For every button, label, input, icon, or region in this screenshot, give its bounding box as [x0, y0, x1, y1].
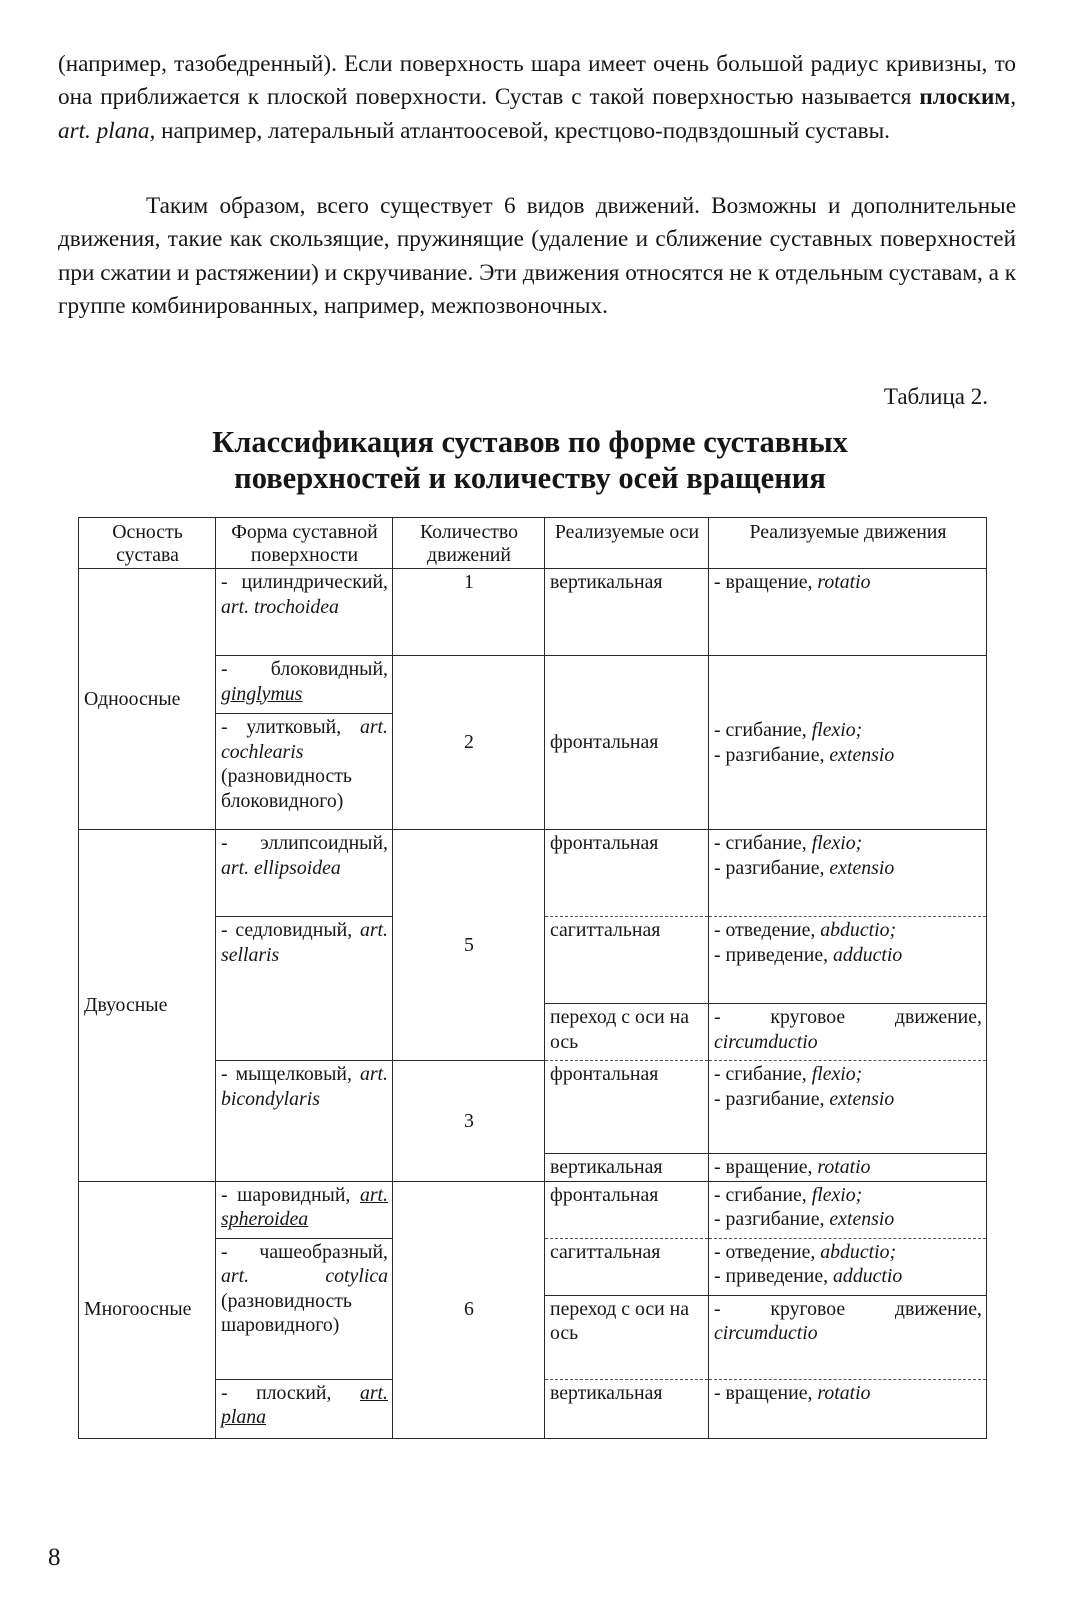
table-caption: Таблица 2.	[883, 384, 988, 409]
axes-cell: фронтальная	[545, 656, 709, 830]
table-row	[79, 1181, 987, 1238]
moves-cell: - вращение, rotatio	[709, 1379, 987, 1438]
axes-cell: переход с оси на ось	[545, 1295, 709, 1379]
table-row	[79, 569, 987, 656]
axes-cell: сагиттальная	[545, 917, 709, 1004]
form-cell: - цилиндрический, art. trochoidea	[216, 569, 393, 656]
table-row	[79, 830, 987, 917]
axis-uniaxial: Одноосные	[79, 569, 216, 830]
axes-cell: фронтальная	[545, 1061, 709, 1154]
form-cell: - мыщелковый, art. bicondylaris	[216, 1061, 393, 1182]
moves-cell: - отведение, abductio; - приведение, adductio	[709, 1238, 987, 1295]
axes-cell: сагиттальная	[545, 1238, 709, 1295]
moves-cell: - сгибание, flexio; - разгибание, extensio	[709, 1061, 987, 1154]
form-cell: - эллипсоидный, art. ellipsoidea	[216, 830, 393, 917]
axes-cell: вертикальная	[545, 1154, 709, 1182]
axes-cell: вертикальная	[545, 569, 709, 656]
form-cell: - улитковый, art. cochlearis (разновидность блоковидного)	[216, 714, 393, 830]
paragraph-1: (например, тазобедренный). Если поверхность шара имеет очень большой радиус кривизны, то она приближается к плоской поверхности. Сустав с такой поверхностью называется плоским, art. plana, например, латеральный атлантоосевой, крестцово-подвздошный суставы.	[58, 51, 1016, 144]
count-cell: 2	[393, 656, 545, 830]
count-cell: 1	[393, 569, 545, 656]
header-form: Форма суставной поверхности	[216, 518, 393, 569]
form-cell: - блоковидный, ginglymus	[216, 656, 393, 714]
form-cell: - плоский, art. plana	[216, 1379, 393, 1438]
count-cell: 3	[393, 1061, 545, 1182]
classification-table	[78, 517, 987, 1439]
form-cell: - шаровидный, art. spheroidea	[216, 1181, 393, 1238]
header-row	[79, 518, 987, 569]
axis-biaxial: Двуосные	[79, 830, 216, 1182]
moves-cell: - круговое движение, circumductio	[709, 1004, 987, 1061]
latin-term: art. plana,	[58, 117, 156, 144]
moves-cell: - вращение, rotatio	[709, 569, 987, 656]
moves-cell: - сгибание, flexio; - разгибание, extensio	[709, 656, 987, 830]
header-moves: Реализуемые движения	[709, 518, 987, 569]
table-row	[79, 656, 987, 714]
moves-cell: - круговое движение, circumductio	[709, 1295, 987, 1379]
header-axis: Осность сустава	[79, 518, 216, 569]
count-cell: 6	[393, 1181, 545, 1438]
moves-cell: - сгибание, flexio; - разгибание, extensio	[709, 830, 987, 917]
page-number: 8	[48, 1544, 61, 1571]
axes-cell: переход с оси на ось	[545, 1004, 709, 1061]
form-cell: - чашеобразный, art. cotylica (разновидность шаровидного)	[216, 1238, 393, 1379]
count-cell: 5	[393, 830, 545, 1061]
table-title: Классификация суставов по форме суставных поверхностей и количеству осей вращения	[212, 425, 848, 495]
moves-cell: - отведение, abductio; - приведение, adductio	[709, 917, 987, 1004]
axis-multiaxial: Многоосные	[79, 1181, 216, 1438]
moves-cell: - вращение, rotatio	[709, 1154, 987, 1182]
form-cell: - седловидный, art. sellaris	[216, 917, 393, 1061]
axes-cell: вертикальная	[545, 1379, 709, 1438]
paragraph-2: Таким образом, всего существует 6 видов движений. Возможны и дополнительные движения, такие как скользящие, пружинящие (удаление и сближение суставных поверхностей при сжатии и растяжении) и скручивание. Эти движения относятся не к отдельным суставам, а к группе комбинированных, например, межпозвоночных.	[58, 193, 1016, 320]
header-count: Количество движений	[393, 518, 545, 569]
table-row	[79, 1061, 987, 1154]
moves-cell: - сгибание, flexio; - разгибание, extensio	[709, 1181, 987, 1238]
axes-cell: фронтальная	[545, 830, 709, 917]
axes-cell: фронтальная	[545, 1181, 709, 1238]
header-axes: Реализуемые оси	[545, 518, 709, 569]
bold-term: плоским	[919, 84, 1011, 111]
